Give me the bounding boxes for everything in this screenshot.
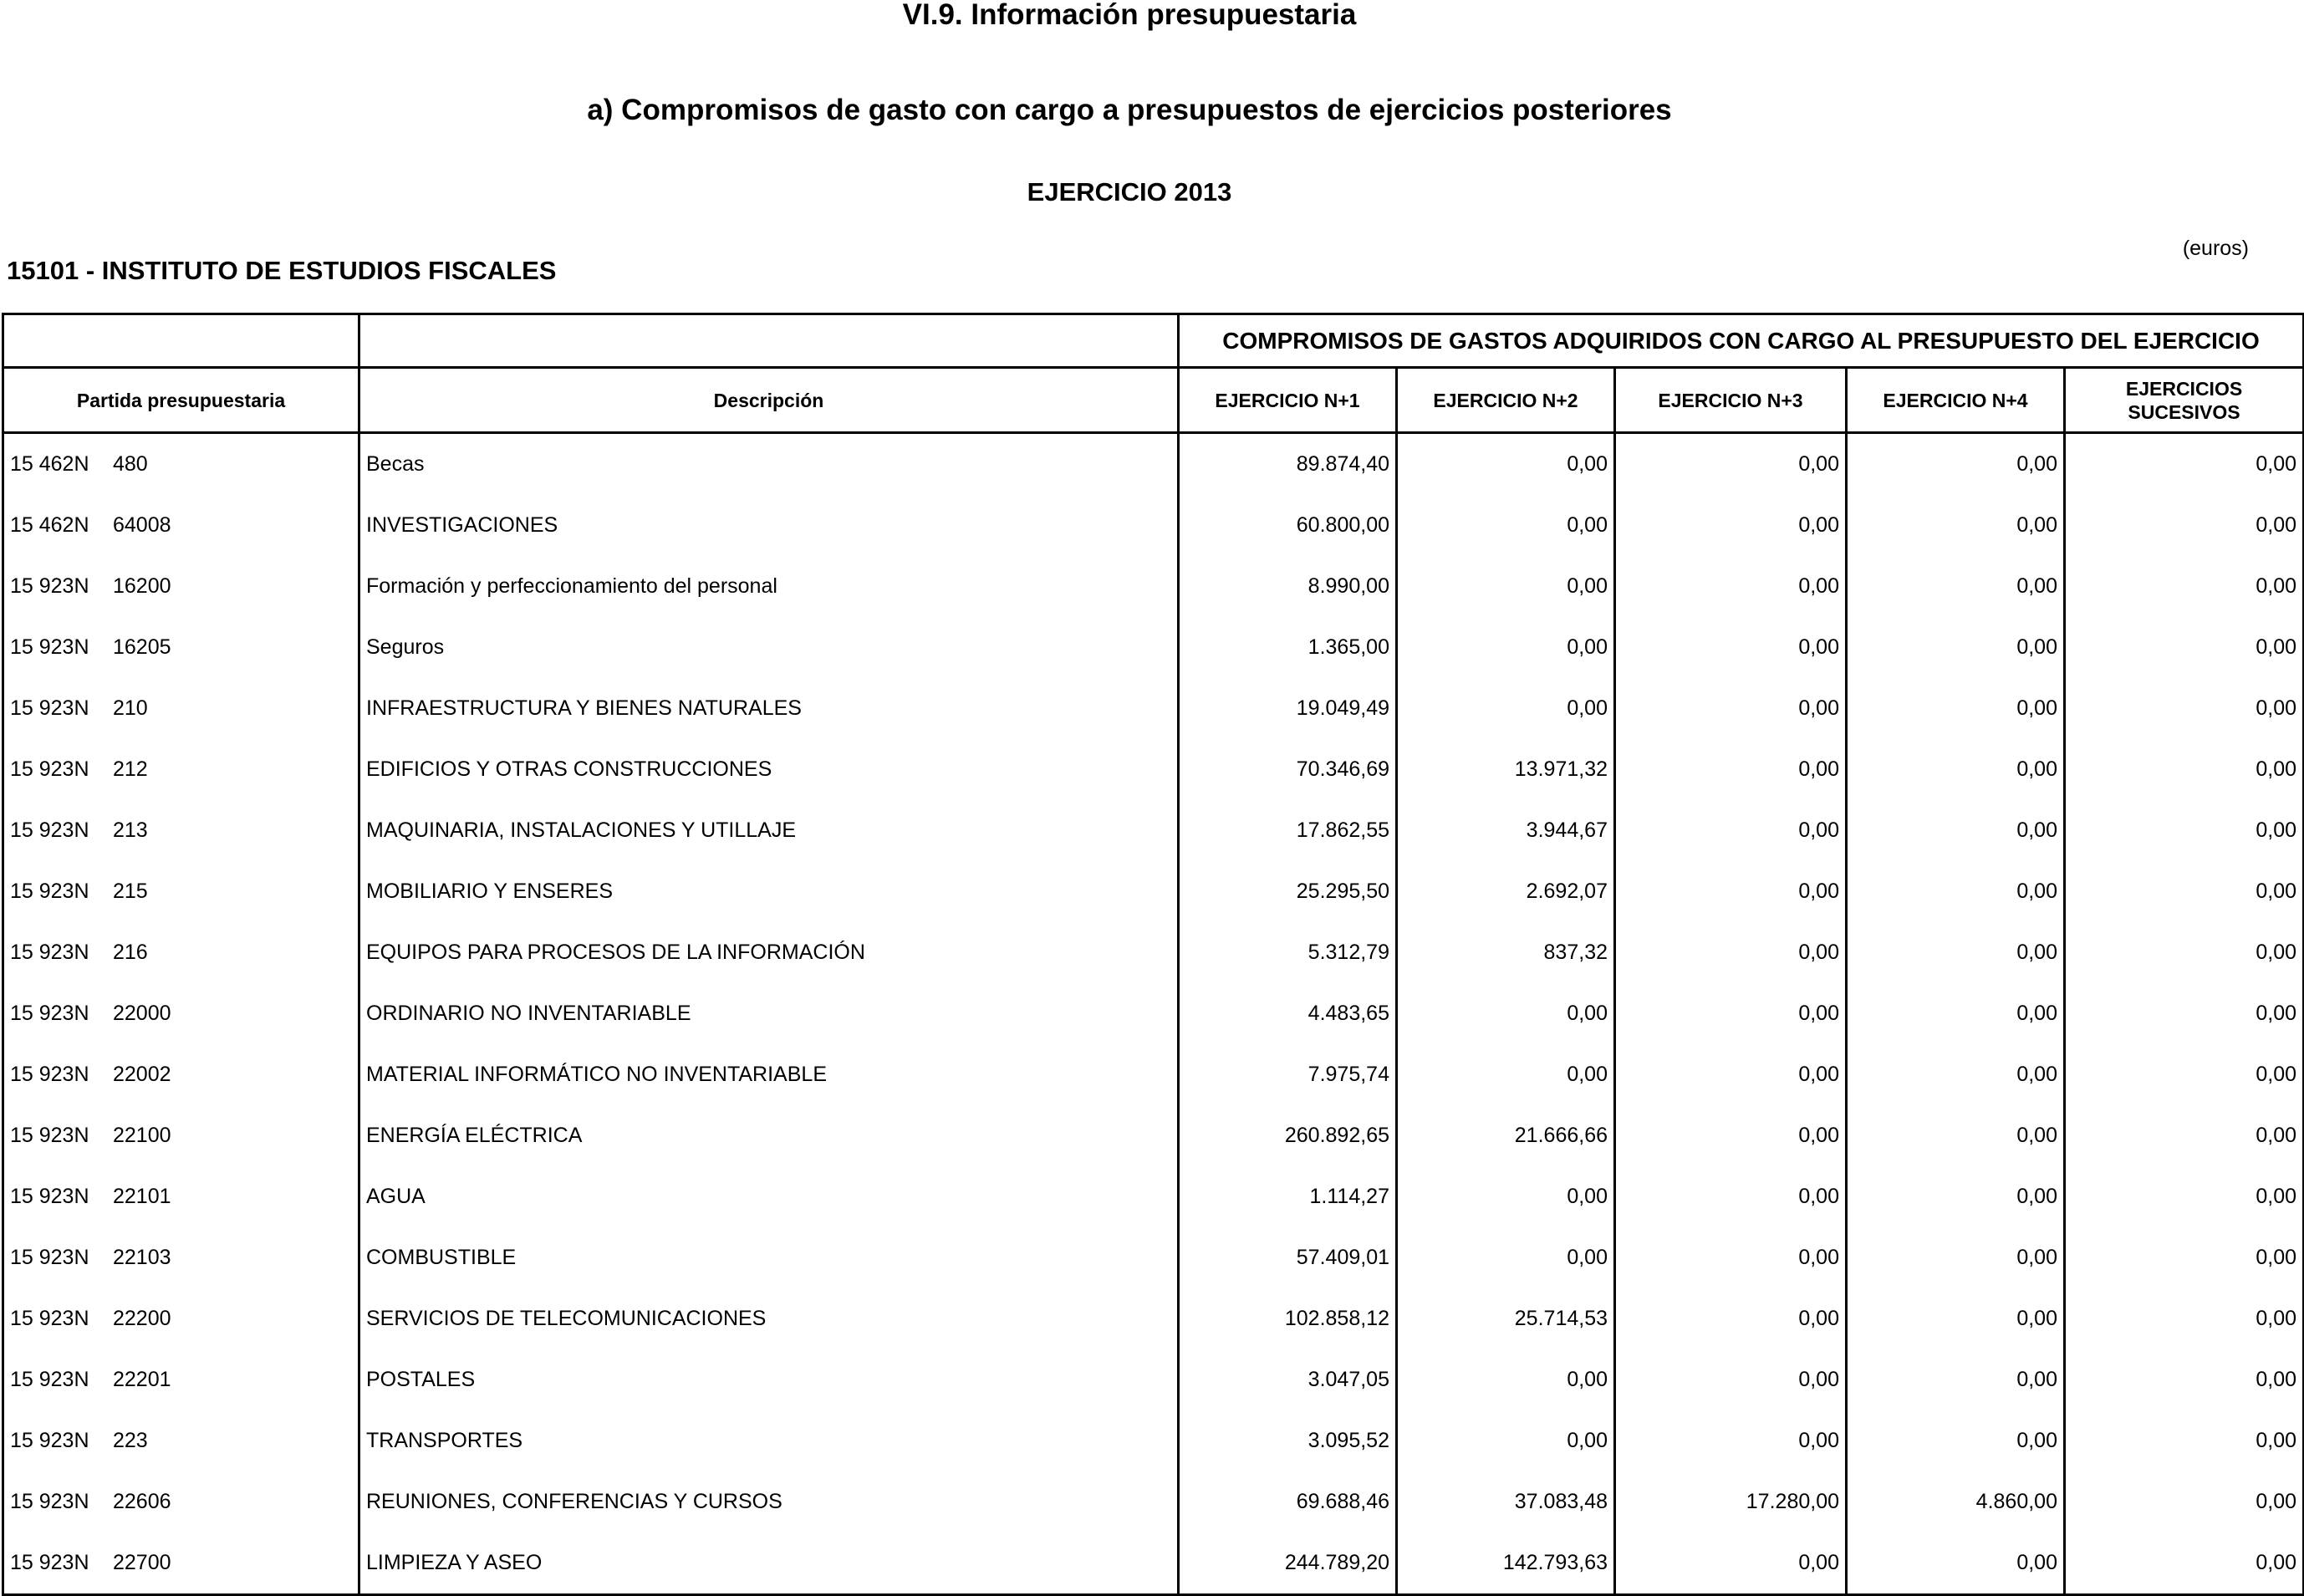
cell-n2: 0,00 <box>1397 1166 1615 1227</box>
cell-n3: 0,00 <box>1615 1166 1847 1227</box>
cell-programa: 15 923N <box>10 880 89 903</box>
cell-descripcion: ORDINARIO NO INVENTARIABLE <box>359 983 1179 1044</box>
cell-programa: 15 923N <box>10 1063 89 1086</box>
table-row <box>3 617 2304 678</box>
column-header-partida: Partida presupuestaria <box>3 368 359 433</box>
cell-concepto: 22000 <box>113 1002 171 1025</box>
cell-n2: 837,32 <box>1397 922 1615 983</box>
cell-n3: 0,00 <box>1615 556 1847 617</box>
cell-sucesivos: 0,00 <box>2065 1105 2304 1166</box>
cell-n1: 3.047,05 <box>1179 1349 1397 1410</box>
cell-n4: 4.860,00 <box>1847 1471 2065 1532</box>
cell-concepto: 22606 <box>113 1490 171 1513</box>
cell-n3: 0,00 <box>1615 678 1847 739</box>
cell-partida <box>3 1532 359 1595</box>
cell-programa: 15 462N <box>10 452 89 476</box>
cell-sucesivos: 0,00 <box>2065 922 2304 983</box>
cell-n1: 5.312,79 <box>1179 922 1397 983</box>
cell-concepto: 16200 <box>113 574 171 598</box>
cell-sucesivos: 0,00 <box>2065 1227 2304 1288</box>
cell-n4: 0,00 <box>1847 1532 2065 1595</box>
cell-sucesivos: 0,00 <box>2065 739 2304 800</box>
cell-n1: 260.892,65 <box>1179 1105 1397 1166</box>
cell-n3: 0,00 <box>1615 922 1847 983</box>
cell-n1: 8.990,00 <box>1179 556 1397 617</box>
cell-programa: 15 923N <box>10 1429 89 1452</box>
cell-descripcion: SERVICIOS DE TELECOMUNICACIONES <box>359 1288 1179 1349</box>
cell-n3: 0,00 <box>1615 495 1847 556</box>
cell-concepto: 22101 <box>113 1185 171 1208</box>
cell-n1: 19.049,49 <box>1179 678 1397 739</box>
cell-n2: 2.692,07 <box>1397 861 1615 922</box>
cell-concepto: 480 <box>113 452 148 476</box>
cell-sucesivos: 0,00 <box>2065 556 2304 617</box>
cell-descripcion: COMBUSTIBLE <box>359 1227 1179 1288</box>
organism-name: 15101 - INSTITUTO DE ESTUDIOS FISCALES <box>7 256 557 285</box>
cell-n2: 0,00 <box>1397 678 1615 739</box>
cell-n2: 0,00 <box>1397 1349 1615 1410</box>
cell-partida <box>3 1105 359 1166</box>
cell-programa: 15 923N <box>10 635 89 659</box>
cell-concepto: 22700 <box>113 1551 171 1574</box>
cell-n4: 0,00 <box>1847 678 2065 739</box>
cell-sucesivos: 0,00 <box>2065 1044 2304 1105</box>
cell-n1: 7.975,74 <box>1179 1044 1397 1105</box>
cell-n1: 3.095,52 <box>1179 1410 1397 1471</box>
table-row <box>3 678 2304 739</box>
cell-n3: 0,00 <box>1615 1227 1847 1288</box>
cell-programa: 15 923N <box>10 1490 89 1513</box>
cell-n2: 0,00 <box>1397 556 1615 617</box>
cell-n4: 0,00 <box>1847 1105 2065 1166</box>
column-header-n3: EJERCICIO N+3 <box>1615 368 1847 433</box>
cell-sucesivos: 0,00 <box>2065 1288 2304 1349</box>
cell-n3: 0,00 <box>1615 983 1847 1044</box>
cell-concepto: 215 <box>113 880 148 903</box>
cell-n1: 70.346,69 <box>1179 739 1397 800</box>
cell-partida <box>3 861 359 922</box>
cell-concepto: 22201 <box>113 1368 171 1391</box>
cell-n3: 0,00 <box>1615 617 1847 678</box>
cell-n1: 89.874,40 <box>1179 433 1397 496</box>
cell-partida <box>3 1349 359 1410</box>
cell-partida <box>3 800 359 861</box>
cell-n4: 0,00 <box>1847 922 2065 983</box>
cell-concepto: 212 <box>113 757 148 781</box>
table-group-header-row <box>3 314 2304 368</box>
cell-sucesivos: 0,00 <box>2065 861 2304 922</box>
cell-concepto: 64008 <box>113 513 171 537</box>
cell-n2: 142.793,63 <box>1397 1532 1615 1595</box>
currency-unit: (euros) <box>2182 237 2249 260</box>
exercise-year: EJERCICIO 2013 <box>1027 177 1232 207</box>
cell-descripcion: POSTALES <box>359 1349 1179 1410</box>
cell-n2: 0,00 <box>1397 983 1615 1044</box>
cell-sucesivos: 0,00 <box>2065 678 2304 739</box>
table-row <box>3 922 2304 983</box>
table-row <box>3 983 2304 1044</box>
cell-n1: 102.858,12 <box>1179 1288 1397 1349</box>
cell-concepto: 213 <box>113 818 148 842</box>
cell-partida <box>3 1471 359 1532</box>
cell-sucesivos: 0,00 <box>2065 1166 2304 1227</box>
column-header-n1: EJERCICIO N+1 <box>1179 368 1397 433</box>
cell-n3: 0,00 <box>1615 800 1847 861</box>
cell-descripcion: AGUA <box>359 1166 1179 1227</box>
cell-descripcion: MOBILIARIO Y ENSERES <box>359 861 1179 922</box>
cell-sucesivos: 0,00 <box>2065 1410 2304 1471</box>
header-blank-cell <box>3 314 359 368</box>
cell-n2: 0,00 <box>1397 617 1615 678</box>
cell-descripcion: ENERGÍA ELÉCTRICA <box>359 1105 1179 1166</box>
cell-partida <box>3 922 359 983</box>
table-row <box>3 433 2304 496</box>
cell-descripcion: EDIFICIOS Y OTRAS CONSTRUCCIONES <box>359 739 1179 800</box>
commitments-group-header: COMPROMISOS DE GASTOS ADQUIRIDOS CON CARGO AL PRESUPUESTO DEL EJERCICIO <box>1179 314 2304 368</box>
cell-n1: 60.800,00 <box>1179 495 1397 556</box>
cell-partida <box>3 739 359 800</box>
cell-partida <box>3 1410 359 1471</box>
cell-n4: 0,00 <box>1847 495 2065 556</box>
cell-descripcion: Seguros <box>359 617 1179 678</box>
table-row <box>3 800 2304 861</box>
cell-partida <box>3 1044 359 1105</box>
cell-n1: 4.483,65 <box>1179 983 1397 1044</box>
cell-partida <box>3 617 359 678</box>
cell-n3: 0,00 <box>1615 1044 1847 1105</box>
table-row <box>3 861 2304 922</box>
table-row <box>3 1227 2304 1288</box>
table-row <box>3 1166 2304 1227</box>
cell-n4: 0,00 <box>1847 1288 2065 1349</box>
cell-n2: 0,00 <box>1397 433 1615 496</box>
cell-n2: 21.666,66 <box>1397 1105 1615 1166</box>
cell-n2: 37.083,48 <box>1397 1471 1615 1532</box>
table-row <box>3 1044 2304 1105</box>
cell-n1: 1.114,27 <box>1179 1166 1397 1227</box>
table-row <box>3 1288 2304 1349</box>
cell-sucesivos: 0,00 <box>2065 617 2304 678</box>
cell-programa: 15 462N <box>10 513 89 537</box>
cell-n4: 0,00 <box>1847 556 2065 617</box>
cell-n3: 0,00 <box>1615 1532 1847 1595</box>
cell-n1: 25.295,50 <box>1179 861 1397 922</box>
cell-n4: 0,00 <box>1847 983 2065 1044</box>
cell-n4: 0,00 <box>1847 1349 2065 1410</box>
budget-table <box>2 313 2304 1596</box>
cell-concepto: 210 <box>113 696 148 720</box>
cell-partida <box>3 1227 359 1288</box>
cell-concepto: 22002 <box>113 1063 171 1086</box>
cell-n4: 0,00 <box>1847 1227 2065 1288</box>
column-header-n2: EJERCICIO N+2 <box>1397 368 1615 433</box>
cell-descripcion: EQUIPOS PARA PROCESOS DE LA INFORMACIÓN <box>359 922 1179 983</box>
cell-n1: 57.409,01 <box>1179 1227 1397 1288</box>
cell-concepto: 223 <box>113 1429 148 1452</box>
cell-programa: 15 923N <box>10 1246 89 1269</box>
cell-sucesivos: 0,00 <box>2065 1532 2304 1595</box>
cell-n4: 0,00 <box>1847 861 2065 922</box>
column-header-descripcion: Descripción <box>359 368 1179 433</box>
table-row <box>3 1410 2304 1471</box>
table-column-header-row <box>3 368 2304 433</box>
table-row <box>3 1532 2304 1595</box>
cell-descripcion: INFRAESTRUCTURA Y BIENES NATURALES <box>359 678 1179 739</box>
cell-n2: 0,00 <box>1397 1044 1615 1105</box>
cell-programa: 15 923N <box>10 1002 89 1025</box>
cell-descripcion: INVESTIGACIONES <box>359 495 1179 556</box>
cell-programa: 15 923N <box>10 1185 89 1208</box>
table-row <box>3 556 2304 617</box>
cell-n2: 3.944,67 <box>1397 800 1615 861</box>
cell-programa: 15 923N <box>10 757 89 781</box>
cell-programa: 15 923N <box>10 818 89 842</box>
cell-sucesivos: 0,00 <box>2065 800 2304 861</box>
cell-n4: 0,00 <box>1847 1410 2065 1471</box>
header-blank-cell <box>359 314 1179 368</box>
cell-n4: 0,00 <box>1847 800 2065 861</box>
table-row <box>3 495 2304 556</box>
cell-n3: 0,00 <box>1615 433 1847 496</box>
table-row <box>3 1105 2304 1166</box>
cell-descripcion: Formación y perfeccionamiento del personal <box>359 556 1179 617</box>
cell-concepto: 22200 <box>113 1307 171 1330</box>
cell-n4: 0,00 <box>1847 739 2065 800</box>
cell-n3: 0,00 <box>1615 1349 1847 1410</box>
cell-n4: 0,00 <box>1847 433 2065 496</box>
page-title: VI.9. Información presupuestaria <box>902 0 1357 31</box>
cell-concepto: 22100 <box>113 1124 171 1147</box>
cell-n1: 69.688,46 <box>1179 1471 1397 1532</box>
cell-descripcion: MAQUINARIA, INSTALACIONES Y UTILLAJE <box>359 800 1179 861</box>
cell-descripcion: REUNIONES, CONFERENCIAS Y CURSOS <box>359 1471 1179 1532</box>
cell-partida <box>3 983 359 1044</box>
cell-programa: 15 923N <box>10 1368 89 1391</box>
table-row <box>3 739 2304 800</box>
cell-n3: 0,00 <box>1615 1288 1847 1349</box>
cell-n2: 0,00 <box>1397 1227 1615 1288</box>
cell-n3: 0,00 <box>1615 1410 1847 1471</box>
cell-partida <box>3 1166 359 1227</box>
cell-programa: 15 923N <box>10 1124 89 1147</box>
cell-partida <box>3 495 359 556</box>
cell-sucesivos: 0,00 <box>2065 983 2304 1044</box>
cell-partida <box>3 556 359 617</box>
cell-programa: 15 923N <box>10 1551 89 1574</box>
cell-n2: 25.714,53 <box>1397 1288 1615 1349</box>
cell-programa: 15 923N <box>10 574 89 598</box>
cell-n2: 0,00 <box>1397 1410 1615 1471</box>
cell-programa: 15 923N <box>10 941 89 964</box>
cell-n2: 13.971,32 <box>1397 739 1615 800</box>
cell-n4: 0,00 <box>1847 1166 2065 1227</box>
cell-partida <box>3 678 359 739</box>
column-header-n4: EJERCICIO N+4 <box>1847 368 2065 433</box>
cell-concepto: 16205 <box>113 635 171 659</box>
cell-n3: 0,00 <box>1615 739 1847 800</box>
cell-n1: 244.789,20 <box>1179 1532 1397 1595</box>
cell-descripcion: MATERIAL INFORMÁTICO NO INVENTARIABLE <box>359 1044 1179 1105</box>
table-row <box>3 1349 2304 1410</box>
cell-n4: 0,00 <box>1847 617 2065 678</box>
cell-programa: 15 923N <box>10 1307 89 1330</box>
cell-n1: 1.365,00 <box>1179 617 1397 678</box>
cell-concepto: 216 <box>113 941 148 964</box>
cell-n4: 0,00 <box>1847 1044 2065 1105</box>
cell-programa: 15 923N <box>10 696 89 720</box>
cell-descripcion: Becas <box>359 433 1179 496</box>
cell-n2: 0,00 <box>1397 495 1615 556</box>
table-body <box>3 433 2304 1595</box>
table-row <box>3 1471 2304 1532</box>
cell-sucesivos: 0,00 <box>2065 495 2304 556</box>
cell-n3: 0,00 <box>1615 861 1847 922</box>
cell-descripcion: TRANSPORTES <box>359 1410 1179 1471</box>
cell-partida <box>3 433 359 496</box>
column-header-sucesivos: EJERCICIOS SUCESIVOS <box>2065 368 2304 433</box>
cell-descripcion: LIMPIEZA Y ASEO <box>359 1532 1179 1595</box>
cell-n3: 0,00 <box>1615 1105 1847 1166</box>
cell-sucesivos: 0,00 <box>2065 1349 2304 1410</box>
cell-sucesivos: 0,00 <box>2065 1471 2304 1532</box>
cell-n3: 17.280,00 <box>1615 1471 1847 1532</box>
cell-n1: 17.862,55 <box>1179 800 1397 861</box>
cell-sucesivos: 0,00 <box>2065 433 2304 496</box>
cell-partida <box>3 1288 359 1349</box>
cell-concepto: 22103 <box>113 1246 171 1269</box>
section-subtitle: a) Compromisos de gasto con cargo a presupuestos de ejercicios posteriores <box>587 94 1672 126</box>
